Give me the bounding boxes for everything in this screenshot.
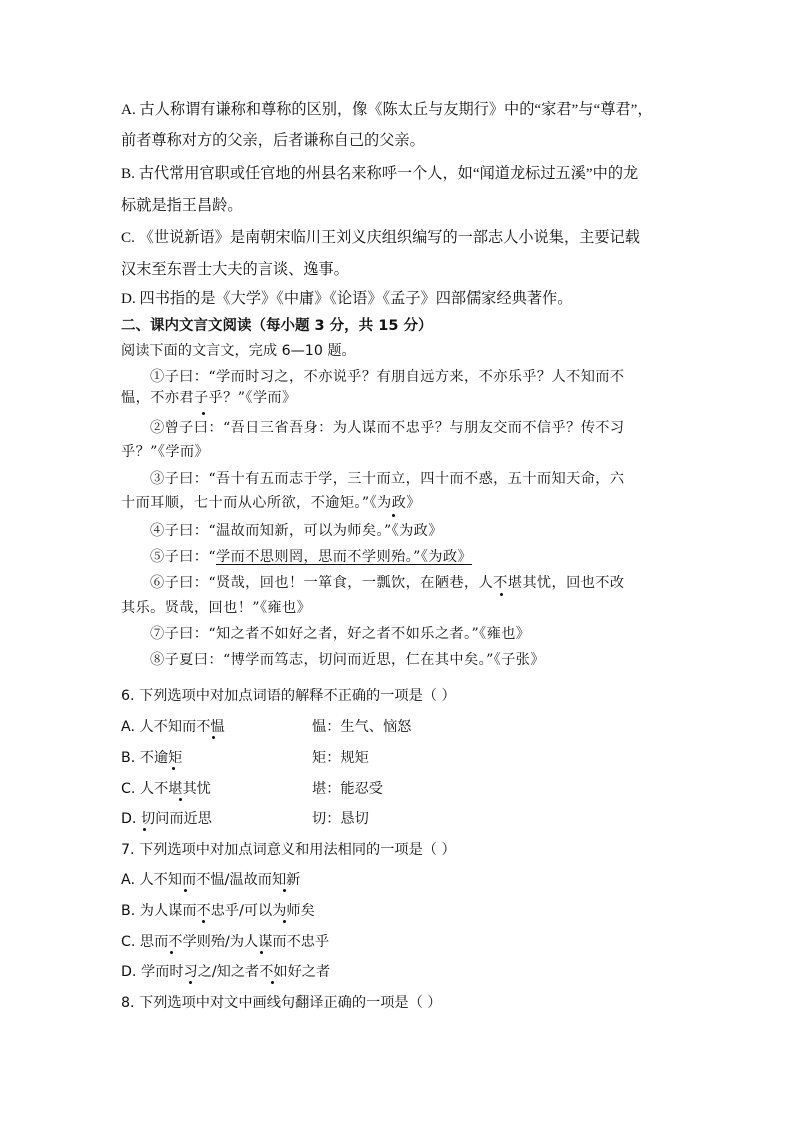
- section-instruction: 阅读下面的文言文，完成 6—10 题。: [121, 343, 356, 359]
- option-d: D. 四书指的是《大学》《中庸》《论语》《孟子》四部儒家经典著作。: [121, 290, 573, 307]
- passage-5-underlined: 学而不思则罔，思而不学则殆。”《为政》: [216, 549, 473, 565]
- q6-option-b: B. 不逾矩: [121, 750, 183, 766]
- emphasis-dot: [283, 920, 286, 923]
- q8-stem: 8. 下列选项中对文中画线句翻译正确的一项是（ ）: [121, 995, 442, 1011]
- emphasis-dot: [271, 981, 274, 984]
- passage-3-line-1: ③子曰：“吾十有五而志于学，三十而立，四十而不惑，五十而知天命，六: [150, 471, 625, 487]
- passage-5: [150, 547, 472, 567]
- passage-1-line-1: ①子曰：“学而时习之，不亦说乎？有朋自远方来，不亦乐乎？人不知而不: [150, 369, 625, 385]
- emphasis-dot: [179, 798, 182, 801]
- q6-option-a-explanation: 愠：生气、恼怒: [312, 719, 412, 735]
- q6-option-d-explanation: 切：恳切: [312, 811, 369, 827]
- option-b-line-1: B. 古代常用官职或任官地的州县名来称呼一个人，如“闻道龙标过五溪”中的龙: [121, 165, 639, 182]
- q6-option-b-explanation: 矩：规矩: [312, 750, 369, 766]
- emphasis-dot: [172, 767, 175, 770]
- passage-5-prefix: ⑤子曰：“: [150, 549, 217, 565]
- emphasis-dot: [202, 920, 205, 923]
- emphasis-dot: [184, 889, 187, 892]
- q7-option-c: C. 思而不学则殆/为人谋而不忠乎: [121, 934, 330, 950]
- q6-stem: 6. 下列选项中对加点词语的解释不正确的一项是（ ）: [121, 688, 456, 704]
- q7-option-b: B. 为人谋而不忠乎/可以为师矣: [121, 903, 315, 919]
- option-b-line-2: 标就是指王昌龄。: [121, 197, 243, 214]
- emphasis-dot: [260, 951, 263, 954]
- q7-stem: 7. 下列选项中对加点词意义和用法相同的一项是（ ）: [121, 842, 456, 858]
- emphasis-dot: [189, 981, 192, 984]
- section-title: 二、课内文言文阅读（每小题 3 分，共 15 分）: [121, 318, 433, 334]
- passage-2-line-2: 乎？”《学而》: [121, 444, 210, 460]
- q6-option-d: D. 切问而近思: [121, 811, 212, 827]
- option-a-line-2: 前者尊称对方的父亲，后者谦称自己的父亲。: [121, 132, 425, 149]
- q6-option-a: A. 人不知而不愠: [121, 719, 225, 735]
- emphasis-dot: [392, 514, 395, 517]
- passage-3-line-2: 十而耳顺，七十而从心所欲，不逾矩。”《为政》: [121, 495, 421, 511]
- passage-6-line-2: 其乐。贤哉，回也！”《雍也》: [121, 600, 312, 616]
- q7-option-d: D. 学而时习之/知之者不如好之者: [121, 964, 331, 980]
- emphasis-dot: [283, 889, 286, 892]
- option-a-line-1: A. 古人称谓有谦称和尊称的区别，像《陈太丘与友期行》中的“家君”与“尊君”，: [121, 101, 653, 118]
- passage-1-line-2: 愠，不亦君子乎？”《学而》: [121, 390, 297, 406]
- emphasis-dot: [143, 828, 146, 831]
- q6-option-c: C. 人不堪其忧: [121, 781, 211, 797]
- passage-7: ⑦子曰：“知之者不如好之者，好之者不如乐之者。”《雍也》: [150, 626, 531, 642]
- q6-option-c-explanation: 堪：能忍受: [312, 781, 383, 797]
- passage-2-line-1: ②曾子曰：“吾日三省吾身：为人谋而不忠乎？与朋友交而不信乎？传不习: [150, 420, 625, 436]
- emphasis-dot: [212, 736, 215, 739]
- option-c-line-2: 汉末至东晋士大夫的言谈、逸事。: [121, 261, 349, 278]
- passage-6-line-1: ⑥子曰：“贤哉，回也！一箪食，一瓢饮，在陋巷，人不堪其忧，回也不改: [150, 575, 625, 591]
- passage-8: ⑧子夏曰：“博学而笃志，切问而近思，仁在其中矣。”《子张》: [150, 652, 545, 668]
- passage-4: ④子曰：“温故而知新，可以为师矣。”《为政》: [150, 523, 443, 539]
- q7-option-a: A. 人不知而不愠/温故而知新: [121, 872, 301, 888]
- emphasis-dot: [170, 951, 173, 954]
- option-c-line-1: C. 《世说新语》是南朝宋临川王刘义庆组织编写的一部志人小说集，主要记载: [121, 229, 640, 246]
- emphasis-dot: [500, 593, 503, 596]
- emphasis-dot: [202, 412, 205, 415]
